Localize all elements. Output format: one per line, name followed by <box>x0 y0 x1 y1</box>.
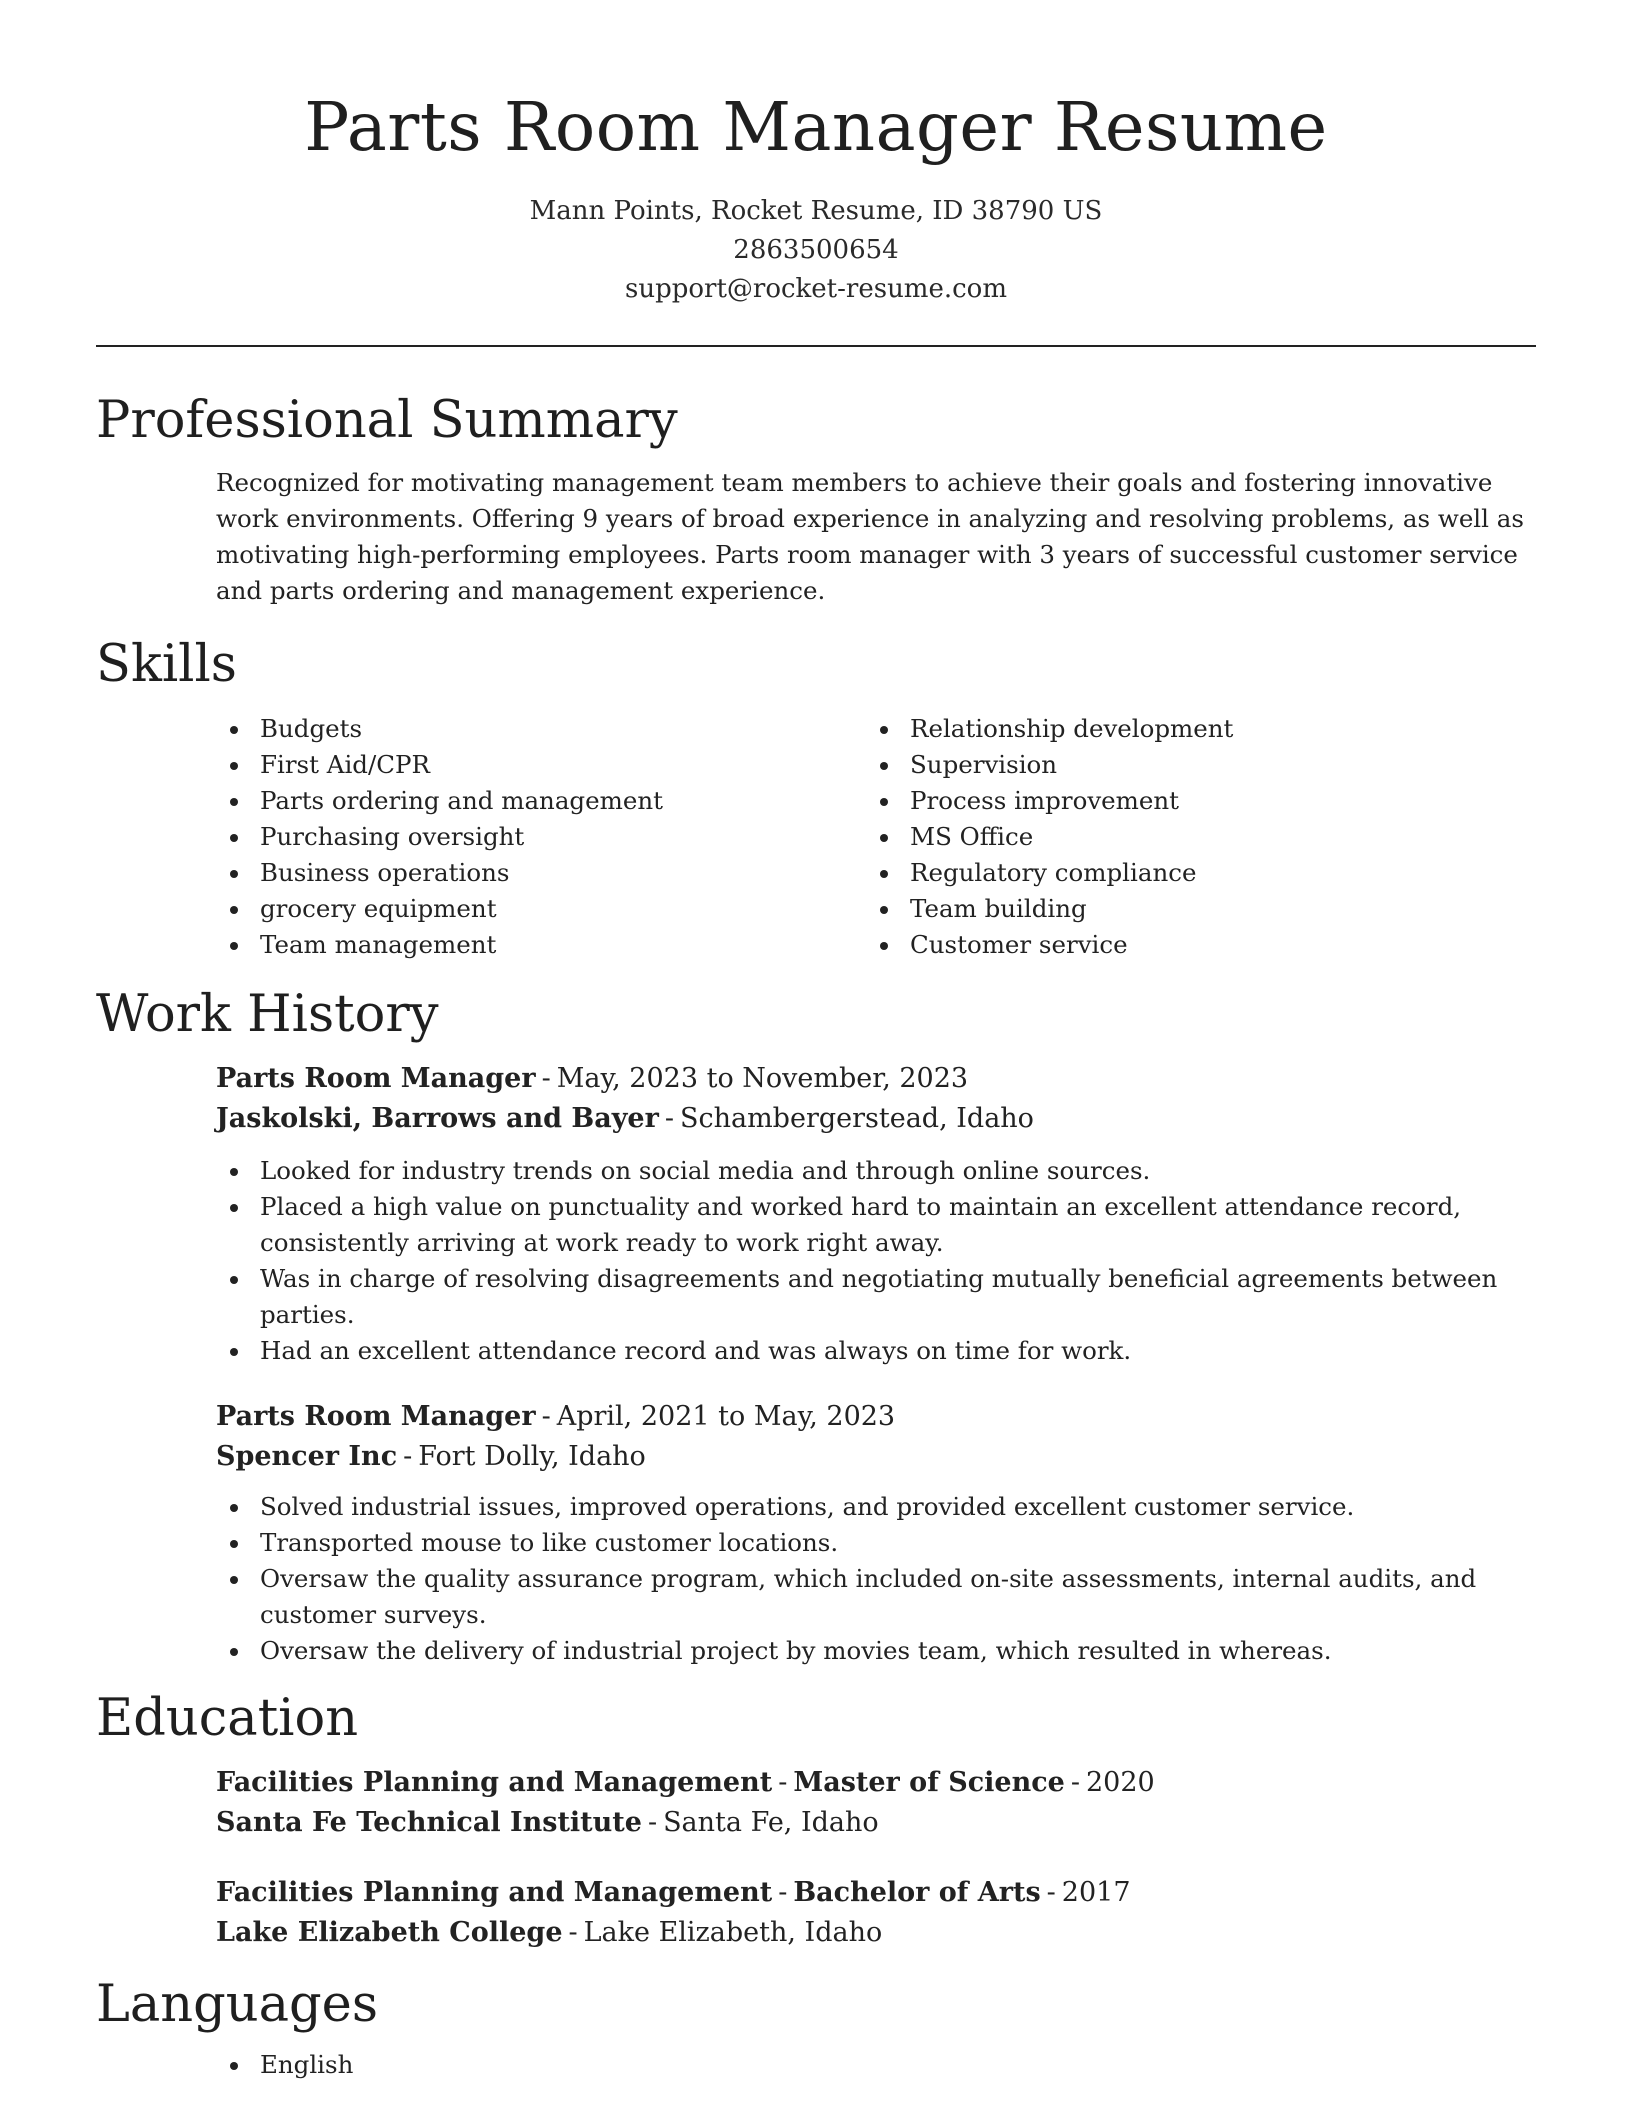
job-bullet: Oversaw the delivery of industrial project by movies team, which resulted in whereas. <box>216 1633 1536 1669</box>
education-degree: Bachelor of Arts <box>793 1877 1041 1908</box>
job-entry <box>216 1397 1536 1669</box>
job-company-line: Spencer Inc - Fort Dolly, Idaho <box>216 1441 646 1472</box>
resume-header <box>96 0 1536 309</box>
language-item: English <box>216 2047 1536 2083</box>
skill-item: Process improvement <box>866 783 1516 819</box>
resume-page <box>96 0 1536 2083</box>
job-bullet: Oversaw the quality assurance program, which included on-site assessments, internal audits, and customer surveys. <box>216 1561 1536 1633</box>
job-company: Jaskolski, Barrows and Bayer <box>216 1103 659 1134</box>
skill-item: Team building <box>866 891 1516 927</box>
education-degree: Master of Science <box>793 1767 1065 1798</box>
header-divider <box>96 345 1536 347</box>
job-company: Spencer Inc <box>216 1441 398 1472</box>
job-title-line: Parts Room Manager - April, 2021 to May, 2023 <box>216 1401 896 1432</box>
job-location: Fort Dolly, Idaho <box>418 1441 646 1472</box>
job-bullet: Solved industrial issues, improved operations, and provided excellent customer service. <box>216 1489 1536 1525</box>
skills-list <box>216 711 1536 963</box>
skill-item: Budgets <box>216 711 866 747</box>
skills-heading: Skills <box>96 635 237 694</box>
job-bullets <box>96 1153 1536 1369</box>
job-title: Parts Room Manager <box>216 1063 536 1094</box>
education-school: Santa Fe Technical Institute <box>216 1807 642 1838</box>
education-degree-line: Facilities Planning and Management - Bachelor of Arts - 2017 <box>216 1877 1131 1908</box>
education-school: Lake Elizabeth College <box>216 1917 563 1948</box>
work-history-heading: Work History <box>96 985 439 1044</box>
job-title: Parts Room Manager <box>216 1401 536 1432</box>
skill-item: Regulatory compliance <box>866 855 1516 891</box>
job-bullet: Had an excellent attendance record and was always on time for work. <box>216 1333 1536 1369</box>
summary-heading: Professional Summary <box>96 391 678 450</box>
summary-text: Recognized for motivating management team members to achieve their goals and fostering innovative work environments. Offering 9 years of broad experience in analyzing and resolving problems, as well as motivating high-performing employees. Parts room manager with 3 years of successful customer service and parts ordering and management experience. <box>216 468 1524 605</box>
skill-item: Customer service <box>866 927 1516 963</box>
job-location: Schambergerstead, Idaho <box>679 1103 1034 1134</box>
job-bullet: Looked for industry trends on social media and through online sources. <box>216 1153 1536 1189</box>
education-location: Lake Elizabeth, Idaho <box>583 1917 883 1948</box>
contact-address: Mann Points, Rocket Resume, ID 38790 US <box>529 196 1103 226</box>
job-entry <box>216 1059 1536 1369</box>
job-dates: May, 2023 to November, 2023 <box>556 1063 969 1094</box>
job-bullet: Transported mouse to like customer locations. <box>216 1525 1536 1561</box>
skill-item: Relationship development <box>866 711 1516 747</box>
skill-item: grocery equipment <box>216 891 866 927</box>
education-entry <box>216 1763 1536 1843</box>
education-degree-line: Facilities Planning and Management - Master of Science - 2020 <box>216 1767 1155 1798</box>
skill-item: Parts ordering and management <box>216 783 866 819</box>
contact-email: support@rocket-resume.com <box>624 274 1007 304</box>
education-school-line: Santa Fe Technical Institute - Santa Fe, Idaho <box>216 1807 879 1838</box>
education-field: Facilities Planning and Management <box>216 1767 773 1798</box>
education-year: 2020 <box>1085 1767 1155 1798</box>
education-location: Santa Fe, Idaho <box>663 1807 879 1838</box>
education-heading: Education <box>96 1689 359 1748</box>
skill-item: Purchasing oversight <box>216 819 866 855</box>
job-bullet: Was in charge of resolving disagreements and negotiating mutually beneficial agreements between parties. <box>216 1261 1536 1333</box>
contact-block <box>96 192 1536 309</box>
skill-item: First Aid/CPR <box>216 747 866 783</box>
languages-heading: Languages <box>96 1975 379 2034</box>
education-field: Facilities Planning and Management <box>216 1877 773 1908</box>
languages-list <box>216 2047 1536 2083</box>
skills-column-right <box>866 711 1516 963</box>
job-bullet: Placed a high value on punctuality and worked hard to maintain an excellent attendance record, consistently arriving at work ready to work right away. <box>216 1189 1536 1261</box>
resume-title: Parts Room Manager Resume <box>304 88 1328 166</box>
job-title-line: Parts Room Manager - May, 2023 to November, 2023 <box>216 1063 969 1094</box>
job-dates: April, 2021 to May, 2023 <box>556 1401 896 1432</box>
skill-item: Supervision <box>866 747 1516 783</box>
skill-item: Team management <box>216 927 866 963</box>
skills-column-left <box>216 711 866 963</box>
education-year: 2017 <box>1061 1877 1131 1908</box>
education-entry <box>216 1873 1536 1953</box>
skill-item: Business operations <box>216 855 866 891</box>
education-school-line: Lake Elizabeth College - Lake Elizabeth, Idaho <box>216 1917 883 1948</box>
job-bullets <box>96 1489 1536 1669</box>
job-company-line: Jaskolski, Barrows and Bayer - Schambergerstead, Idaho <box>216 1103 1034 1134</box>
contact-phone: 2863500654 <box>733 235 899 265</box>
skill-item: MS Office <box>866 819 1516 855</box>
